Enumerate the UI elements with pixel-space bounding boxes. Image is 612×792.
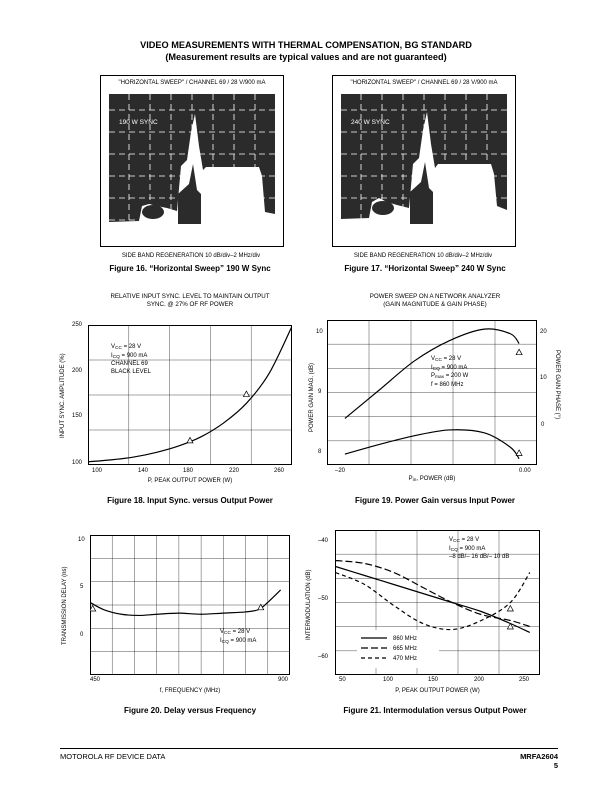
fig19-ytick-right-10: 10 — [540, 375, 547, 381]
fig21-anno-icq: $I_{CQ} = 900$ mA — [449, 545, 486, 553]
fig18-xtick-100: 100 — [92, 468, 103, 474]
footer-page-number: 5 — [553, 761, 558, 770]
fig19-anno-pmax: $P_{max} = 200$ W — [431, 373, 469, 380]
fig20-xtick-900: 900 — [278, 677, 289, 683]
fig16-spectrum — [109, 94, 275, 240]
fig18-ytick-150: 150 — [72, 413, 83, 419]
fig21-xtick-100: 100 — [383, 677, 394, 683]
fig16-sync-label: 190 W SYNC — [119, 119, 158, 126]
fig18-title — [70, 293, 310, 309]
page-title: VIDEO MEASUREMENTS WITH THERMAL COMPENSATION, BG STANDARD — [140, 40, 472, 50]
fig21-legend-470: 470 MHz — [393, 656, 418, 662]
fig21-anno-ratios: –8 dB/– 16 dB/– 10 dB — [449, 554, 510, 560]
fig21-ytick-neg60: –60 — [318, 654, 329, 660]
fig21-xtick-200: 200 — [474, 677, 485, 683]
fig20-ytick-0: 0 — [80, 632, 84, 638]
fig19-title-line1: POWER SWEEP ON A NETWORK ANALYZER — [369, 293, 501, 300]
fig20-chart — [90, 535, 290, 675]
fig19-xtick-0: 0.00 — [519, 468, 531, 474]
footer-rule — [60, 748, 558, 749]
fig17-scope-screen — [341, 94, 507, 240]
fig16-scope-screen — [109, 94, 275, 240]
fig21-series-2 — [336, 573, 530, 630]
fig21-legend-860: 860 MHz — [393, 636, 418, 642]
fig21-series-0 — [336, 567, 530, 633]
fig20-ytick-5: 5 — [80, 584, 84, 590]
fig17-scope-header: "HORIZONTAL SWEEP" / CHANNEL 69 / 28 V/900 mA — [350, 80, 498, 86]
fig21-marker-0 — [507, 606, 513, 612]
fig19-marker-1 — [516, 450, 522, 456]
fig19-ylabel-left: POWER GAIN MAG. (dB) — [309, 362, 315, 432]
fig17-scope-frame — [332, 75, 516, 247]
fig19-series-1 — [345, 430, 519, 459]
fig16-caption: Figure 16. “Horizontal Sweep” 190 W Sync — [109, 264, 271, 273]
fig18-xlabel: P, PEAK OUTPUT POWER (W) — [147, 478, 233, 484]
fig19-title — [315, 293, 555, 309]
fig19-ylabel-right: POWER GAIN PHASE (°) — [554, 350, 560, 420]
fig16-scope-frame — [100, 75, 284, 247]
fig18-anno-channel: CHANNEL 69 — [111, 361, 148, 367]
fig19-caption: Figure 19. Power Gain versus Input Power — [354, 496, 516, 505]
fig18-xtick-260: 260 — [274, 468, 285, 474]
fig21-ytick-neg50: –50 — [318, 596, 329, 602]
fig18-ytick-250: 250 — [72, 322, 83, 328]
fig20-ylabel: TRANSMISSION DELAY (ns) — [62, 566, 68, 645]
fig18-title-line1: RELATIVE INPUT SYNC. LEVEL TO MAINTAIN OUTPUT — [110, 293, 270, 300]
fig20-xlabel: f, FREQUENCY (MHz) — [159, 688, 221, 694]
fig16-xaxis-note: SIDE BAND REGENERATION 10 dB/div–2 MHz/div — [121, 253, 261, 259]
fig19-ytick-9: 9 — [318, 389, 322, 395]
fig18-ytick-200: 200 — [72, 368, 83, 374]
fig19-ytick-right-0: 0 — [541, 422, 545, 428]
fig18-xtick-180: 180 — [183, 468, 194, 474]
fig20-xtick-450: 450 — [90, 677, 101, 683]
fig17-sync-label: 240 W SYNC — [351, 119, 390, 126]
fig18-marker-1 — [243, 391, 249, 397]
fig21-ylabel: INTERMODULATION (dB) — [306, 569, 312, 640]
fig21-legend-665: 665 MHz — [393, 646, 418, 652]
fig20-ytick-10: 10 — [78, 537, 85, 543]
footer-left: MOTOROLA RF DEVICE DATA — [60, 752, 166, 761]
fig21-series-1 — [336, 561, 530, 627]
fig18-ytick-100: 100 — [72, 460, 83, 466]
footer-part-number: MRFA2604 — [520, 752, 558, 761]
fig19-annotation — [431, 356, 468, 389]
fig17-caption: Figure 17. “Horizontal Sweep” 240 W Sync — [344, 264, 506, 273]
fig19-title-line2: (GAIN MAGNITUDE & GAIN PHASE) — [383, 301, 487, 308]
fig21-xtick-250: 250 — [519, 677, 530, 683]
fig17-xaxis-note: SIDE BAND REGENERATION 10 dB/div–2 MHz/div — [353, 253, 493, 259]
fig20-anno-icq: $I_{CQ} = 900$ mA — [220, 637, 257, 645]
fig18-title-line2: SYNC. @ 27% OF RF POWER — [146, 301, 234, 308]
fig21-xlabel: P, PEAK OUTPUT POWER (W) — [395, 688, 480, 694]
fig19-ytick-10: 10 — [316, 329, 323, 335]
fig16-scope-header: "HORIZONTAL SWEEP" / CHANNEL 69 / 28 V/900 mA — [118, 80, 266, 86]
fig19-xtick-neg20: –20 — [335, 468, 346, 474]
fig17-spectrum — [341, 94, 507, 240]
fig19-anno-vcc: $V_{CC} = 28$ V — [431, 356, 462, 363]
fig20-anno-vcc: $V_{CC} = 28$ V — [220, 629, 251, 636]
fig21-xtick-150: 150 — [428, 677, 439, 683]
fig18-marker-0 — [187, 437, 193, 443]
fig18-ylabel: INPUT SYNC. AMPLITUDE (%) — [60, 353, 66, 438]
fig21-caption: Figure 21. Intermodulation versus Output Power — [343, 706, 527, 715]
fig19-chart — [327, 320, 537, 465]
page-subtitle: (Measurement results are typical values and are not guaranteed) — [165, 52, 447, 62]
fig18-caption: Figure 18. Input Sync. versus Output Power — [107, 496, 273, 505]
fig18-anno-level: BLACK LEVEL — [111, 368, 152, 375]
fig18-xtick-140: 140 — [138, 468, 149, 474]
fig19-marker-0 — [516, 349, 522, 355]
fig21-annotation — [449, 537, 509, 562]
fig21-anno-vcc: $V_{CC} = 28$ V — [449, 537, 480, 544]
fig19-ytick-8: 8 — [318, 449, 322, 455]
fig18-anno-icq: $I_{CQ} = 900$ mA — [111, 352, 148, 360]
fig19-ytick-right-20: 20 — [540, 329, 547, 335]
fig21-ytick-neg40: –40 — [318, 538, 329, 544]
fig19-anno-freq: f = 860 MHz — [431, 381, 464, 388]
fig20-series-0 — [91, 590, 281, 615]
fig20-caption: Figure 20. Delay versus Frequency — [123, 706, 257, 715]
fig21-xtick-50: 50 — [339, 677, 346, 683]
fig19-anno-icq: $I_{CQ} = 900$ mA — [431, 364, 468, 372]
fig18-anno-vcc: $V_{CC} = 28$ V — [111, 344, 142, 351]
fig20-annotation — [220, 629, 256, 646]
fig18-xtick-220: 220 — [229, 468, 240, 474]
fig18-annotation — [111, 344, 151, 376]
fig19-xlabel: $P_{in}$, POWER (dB) — [408, 476, 456, 483]
